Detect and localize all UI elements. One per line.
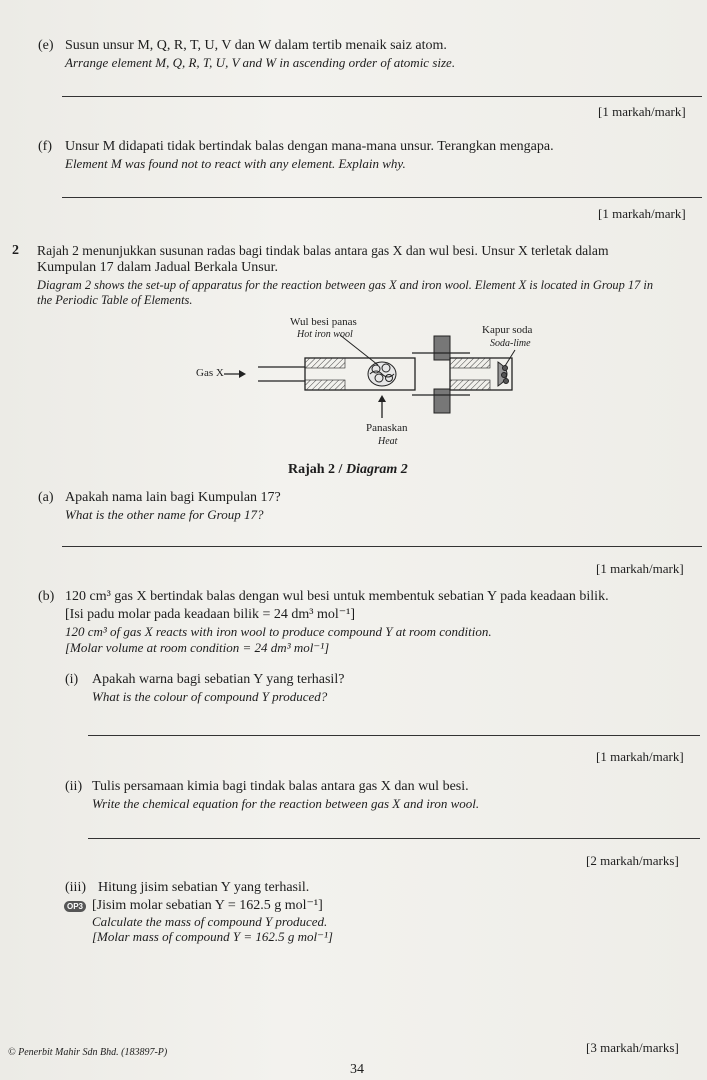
q-b-english-2: [Molar volume at room condition = 24 dm³ mol⁻¹] [65, 640, 330, 655]
q2-intro-malay-1: Rajah 2 menunjukkan susunan radas bagi tindak balas antara gas X dan wul besi. Unsur X terletak dalam [37, 243, 609, 258]
tube-wall-top-left [305, 358, 345, 368]
label-hot-iron-wool-english: Hot iron wool [297, 329, 353, 340]
q-b-english-1: 120 cm³ of gas X reacts with iron wool to produce compound Y at room condition. [65, 624, 492, 639]
tube-wall-bottom-left [305, 380, 345, 390]
op3-badge: OP3 [64, 901, 86, 912]
q2-intro-malay-2: Kumpulan 17 dalam Jadual Berkala Unsur. [37, 260, 279, 275]
heat-arrowhead [378, 395, 386, 402]
q2-number: 2 [12, 243, 19, 258]
publisher-footer: © Penerbit Mahir Sdn Bhd. (183897-P) [8, 1047, 168, 1058]
q-b-malay-2: [Isi padu molar pada keadaan bilik = 24 dm³ mol⁻¹] [65, 607, 355, 622]
q-a-label: (a) [38, 490, 54, 505]
q-bi-label: (i) [65, 672, 79, 687]
q-bi-answer-line [88, 735, 700, 736]
pointer-iron-wool [340, 335, 378, 365]
iron-wool [368, 362, 396, 386]
q-b-malay-1: 120 cm³ gas X bertindak balas dengan wul besi untuk membentuk sebatian Y pada keadaan bilik. [65, 589, 609, 604]
label-heat-english: Heat [378, 436, 398, 447]
label-soda-lime-english: Soda-lime [490, 338, 531, 349]
q-bii-answer-line [88, 838, 700, 839]
q-f-malay: Unsur M didapati tidak bertindak balas dengan mana-mana unsur. Terangkan mengapa. [65, 139, 554, 154]
q-a-answer-line [62, 546, 702, 547]
page-number: 34 [350, 1062, 364, 1077]
q-biii-label: (iii) [65, 880, 86, 895]
q-biii-english: Calculate the mass of compound Y produced. [92, 914, 328, 929]
label-heat-malay: Panaskan [366, 422, 408, 434]
q-e-english: Arrange element M, Q, R, T, U, V and W in ascending order of atomic size. [65, 55, 456, 70]
label-hot-iron-wool-malay: Wul besi panas [290, 316, 357, 328]
label-soda-lime-malay: Kapur soda [482, 324, 533, 336]
q-biii-mark: [3 markah/marks] [586, 1040, 679, 1055]
q-biii-malay: Hitung jisim sebatian Y yang terhasil. [98, 880, 310, 895]
q-bii-malay: Tulis persamaan kimia bagi tindak balas antara gas X dan wul besi. [92, 779, 469, 794]
soda-lime-granules [498, 362, 509, 386]
q-bii-mark: [2 markah/marks] [586, 853, 679, 868]
q-bii-label: (ii) [65, 779, 83, 794]
q-f-english: Element M was found not to react with any element. Explain why. [65, 156, 406, 171]
q-a-malay: Apakah nama lain bagi Kumpulan 17? [65, 490, 281, 505]
clamp-bottom [434, 389, 450, 413]
q-e-malay: Susun unsur M, Q, R, T, U, V dan W dalam tertib menaik saiz atom. [65, 38, 447, 53]
q-biii-english-2: [Molar mass of compound Y = 162.5 g mol⁻¹] [92, 929, 333, 944]
gas-arrowhead [239, 370, 246, 378]
q2-intro-english-1: Diagram 2 shows the set-up of apparatus for the reaction between gas X and iron wool. Element X is located in Group 17 in [37, 278, 654, 292]
q-e-label: (e) [38, 38, 54, 53]
q-f-mark: [1 markah/mark] [598, 206, 686, 221]
q-biii-malay-2: [Jisim molar sebatian Y = 162.5 g mol⁻¹] [92, 898, 323, 913]
q-e-mark: [1 markah/mark] [598, 104, 686, 119]
q-bii-english: Write the chemical equation for the reaction between gas X and iron wool. [92, 796, 480, 811]
q-b-label: (b) [38, 589, 55, 604]
q-a-mark: [1 markah/mark] [596, 561, 684, 576]
q2-intro-english-2: the Periodic Table of Elements. [37, 293, 193, 307]
q-bi-english: What is the colour of compound Y produced? [92, 689, 328, 704]
q-bi-mark: [1 markah/mark] [596, 749, 684, 764]
q-bi-malay: Apakah warna bagi sebatian Y yang terhasil? [92, 672, 345, 687]
label-gas-x: Gas X [196, 367, 224, 379]
q-f-label: (f) [38, 139, 52, 154]
clamp-top [434, 336, 450, 360]
q-a-english: What is the other name for Group 17? [65, 507, 264, 522]
diagram-caption: Rajah 2 / Diagram 2 [288, 462, 408, 477]
